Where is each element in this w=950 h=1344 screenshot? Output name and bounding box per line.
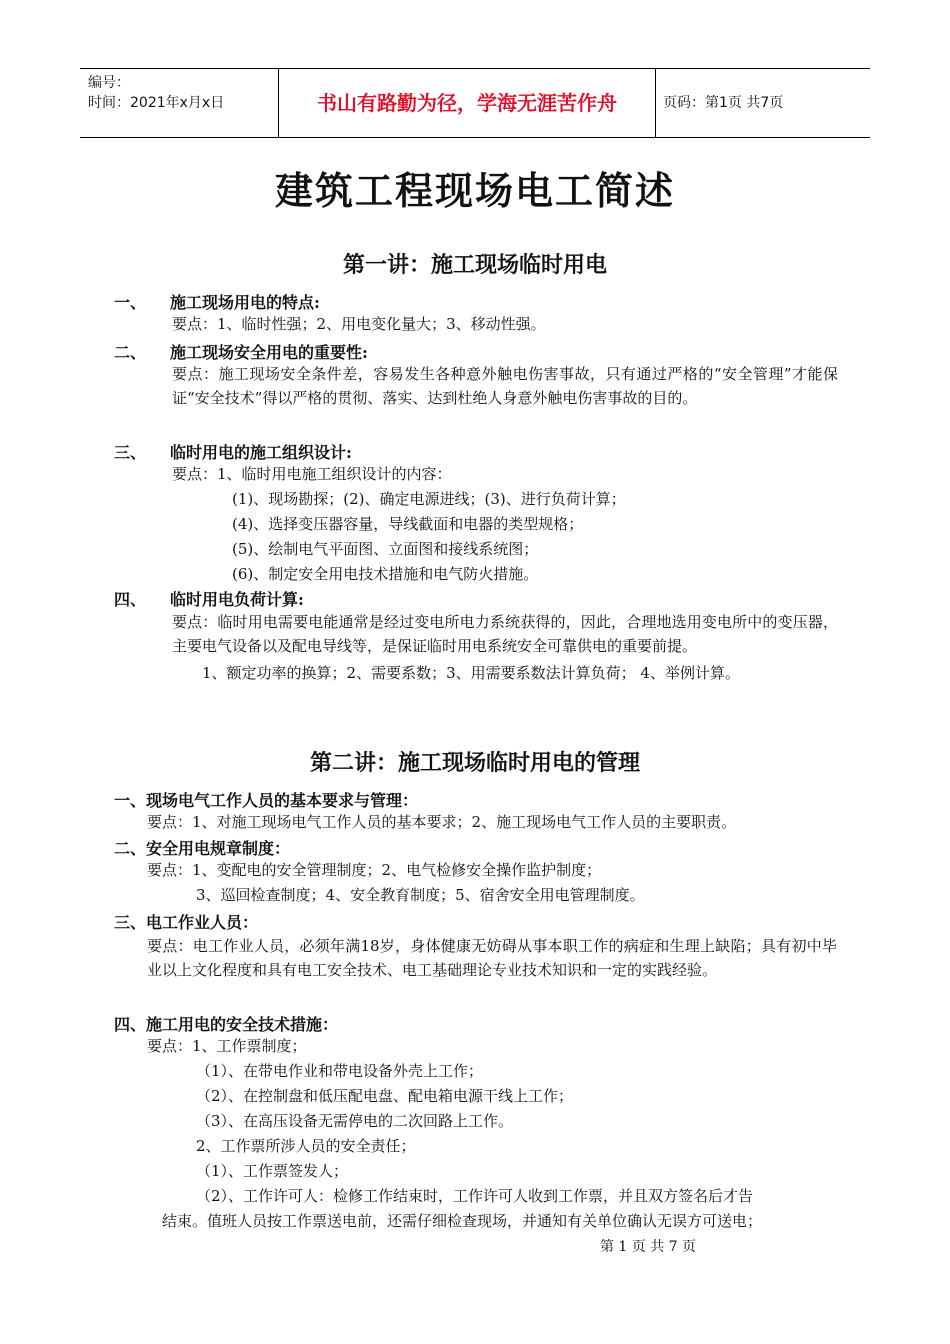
header-page-info: 页码：第1页 共7页	[663, 95, 784, 111]
text-line: (1)、现场勘探；(2)、确定电源进线；(3)、进行负荷计算；	[232, 490, 626, 508]
section-title: 临时用电的施工组织设计:	[170, 443, 352, 462]
header-table	[80, 68, 870, 138]
date-line: 时间：2021年x月x日	[88, 95, 225, 111]
text-line: （1）、工作票签发人；	[196, 1162, 349, 1180]
section-number: 三、	[114, 443, 147, 462]
header-divider	[655, 69, 656, 137]
text-line: （2）、工作许可人：检修工作结束时，工作许可人收到工作票，并且双方签名后才告	[196, 1187, 754, 1205]
section-heading	[114, 440, 352, 463]
paragraph: 要点：施工现场安全条件差，容易发生各种意外触电伤害事故，只有通过严格的“安全管理”才能保证“安全技术”得以严格的贯彻、落实、达到杜绝人身意外触电伤害事故的目的。	[172, 365, 838, 407]
lecture-1-title: 第一讲：施工现场临时用电	[342, 252, 607, 278]
text-line: 结束。值班人员按工作票送电前，还需仔细检查现场，并通知有关单位确认无误方可送电；	[162, 1212, 763, 1230]
lecture-2-title: 第二讲：施工现场临时用电的管理	[309, 750, 640, 776]
text-line: (5)、绘制电气平面图、立面图和接线系统图；	[232, 540, 539, 558]
section-heading: 一、现场电气工作人员的基本要求与管理：	[114, 791, 419, 810]
text-line: 3、巡回检查制度；4、安全教育制度；5、宿舍安全用电管理制度。	[196, 886, 645, 904]
page-footer	[0, 1236, 950, 1256]
document-title: 建筑工程现场电工简述	[274, 168, 675, 213]
text-line: 2、工作票所涉人员的安全责任；	[196, 1137, 416, 1155]
text-line: （3）、在高压设备无需停电的二次回路上工作。	[196, 1112, 514, 1130]
text-line: 1、额定功率的换算；2、需要系数；3、用需要系数法计算负荷； 4、举例计算。	[202, 664, 740, 682]
text-line: （1）、在带电作业和带电设备外壳上工作；	[196, 1062, 484, 1080]
paragraph: 要点：电工作业人员，必须年满18岁，身体健康无妨碍从事本职工作的病症和生理上缺陷；具有初中毕业以上文化程度和具有电工安全技术、电工基础理论专业技术知识和一定的实践经验。	[147, 937, 837, 979]
section-title: 施工现场用电的特点:	[170, 293, 320, 312]
section-heading	[114, 290, 320, 313]
section-heading: 四、施工用电的安全技术措施：	[114, 1015, 339, 1034]
code-label: 编号：	[88, 75, 130, 91]
text-line: 要点：1、工作票制度；	[147, 1037, 307, 1055]
text-line: 要点：1、临时性强；2、用电变化量大；3、移动性强。	[172, 315, 546, 333]
text-line: (6)、制定安全用电技术措施和电气防火措施。	[232, 565, 539, 583]
text-line: 要点：1、变配电的安全管理制度；2、电气检修安全操作监护制度；	[147, 861, 602, 879]
section-heading	[114, 587, 304, 610]
section-number: 一、	[114, 293, 147, 312]
text-line: (4)、选择变压器容量，导线截面和电器的类型规格；	[232, 515, 584, 533]
text-line: 要点：1、对施工现场电气工作人员的基本要求；2、施工现场电气工作人员的主要职责。	[147, 813, 737, 831]
section-number: 二、	[114, 343, 147, 362]
section-heading: 三、电工作业人员：	[114, 913, 259, 932]
footer-page-number: 第 1 页 共 7 页	[599, 1239, 697, 1255]
text-line: 要点：1、临时用电施工组织设计的内容：	[172, 465, 452, 483]
header-motto: 书山有路勤为径，学海无涯苦作舟	[317, 91, 617, 115]
section-heading: 二、安全用电规章制度：	[114, 839, 291, 858]
header-meta	[88, 73, 278, 113]
section-title: 施工现场安全用电的重要性:	[170, 343, 368, 362]
section-number: 四、	[114, 590, 147, 609]
section-heading	[114, 340, 368, 363]
paragraph: 要点：临时用电需要电能通常是经过变电所电力系统获得的，因此，合理地选用变电所中的变压器，主要电气设备以及配电导线等，是保证临时用电系统安全可靠供电的重要前提。	[172, 613, 838, 655]
section-title: 临时用电负荷计算:	[170, 590, 304, 609]
text-line: （2）、在控制盘和低压配电盘、配电箱电源干线上工作；	[196, 1087, 574, 1105]
